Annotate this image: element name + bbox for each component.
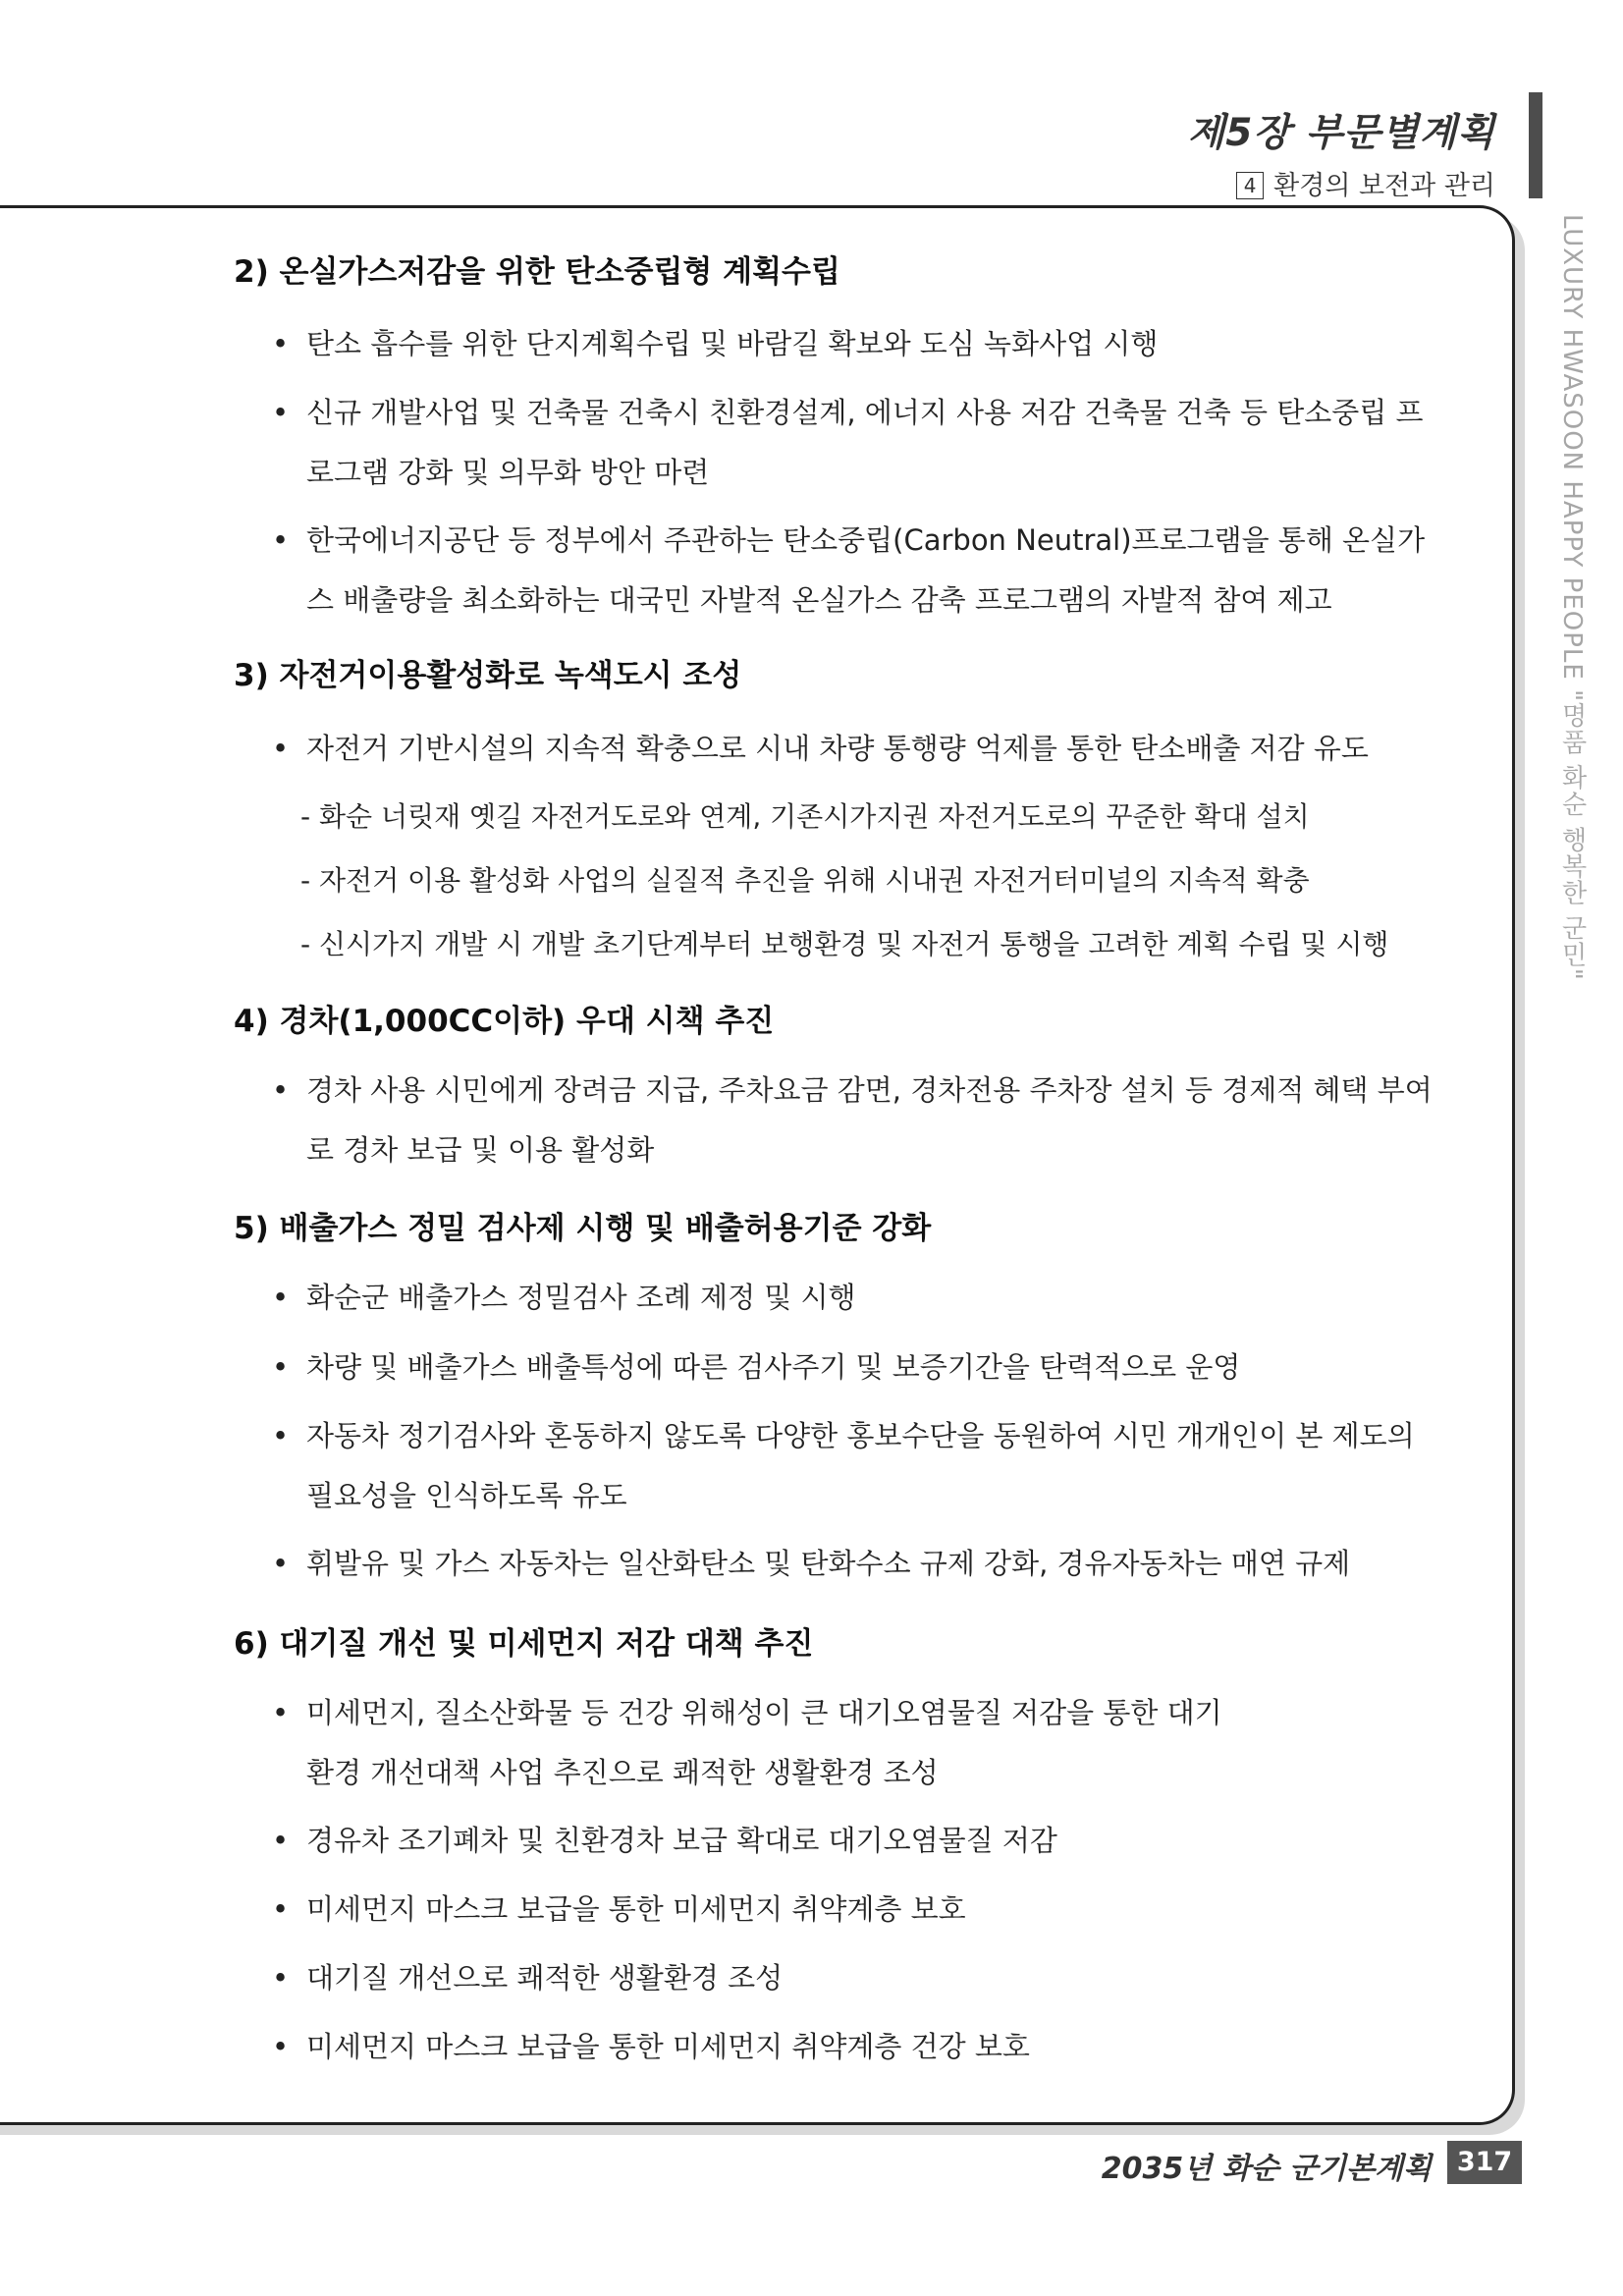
list-item: • 미세먼지, 질소산화물 등 건강 위해성이 큰 대기오염물질 저감을 통한 대기환경 개선대책 사업 추진으로 쾌적한 생활환경 조성	[275, 1683, 1443, 1803]
bullet-icon: •	[272, 396, 290, 429]
section-heading: 4) 경차(1,000CC이하) 우대 시책 추진	[234, 1004, 775, 1039]
list-item: • 미세먼지 마스크 보급을 통한 미세먼지 취약계층 건강 보호	[275, 2017, 1443, 2077]
bullet-icon: •	[272, 1696, 290, 1729]
list-item: • 경유차 조기폐차 및 친환경차 보급 확대로 대기오염물질 저감	[275, 1811, 1443, 1871]
bullet-icon: •	[272, 1350, 290, 1384]
list-item: • 차량 및 배출가스 배출특성에 따른 검사주기 및 보증기간을 탄력적으로 운영	[275, 1338, 1443, 1397]
section-title-text: 환경의 보전과 관리	[1273, 171, 1495, 201]
side-slogan: LUXURY HWASOON HAPPY PEOPLE "명품 화순 행복한 군민"	[1557, 214, 1587, 981]
bullet-icon: •	[272, 1961, 290, 1995]
section-number: 4	[1236, 172, 1264, 199]
list-item: • 대기질 개선으로 쾌적한 생활환경 조성	[275, 1948, 1443, 2008]
footer-title: 2035년 화순 군기본계획	[1101, 2152, 1432, 2186]
bullet-icon: •	[272, 2030, 290, 2063]
bullet-icon: •	[272, 1419, 290, 1452]
sub-list-item: - 신시가지 개발 시 개발 초기단계부터 보행환경 및 자전거 통행을 고려한 계획 수립 및 시행	[300, 928, 1389, 960]
sub-list-item: - 자전거 이용 활성화 사업의 실질적 추진을 위해 시내권 자전거터미널의 지속적 확충	[300, 864, 1310, 897]
section-heading: 2) 온실가스저감을 위한 탄소중립형 계획수립	[234, 254, 840, 290]
list-item: • 한국에너지공단 등 정부에서 주관하는 탄소중립(Carbon Neutral)프로그램을 통해 온실가스 배출량을 최소화하는 대국민 자발적 온실가스 감축 프로그램의 자발적 참여 제고	[275, 511, 1443, 630]
list-item: • 미세먼지 마스크 보급을 통한 미세먼지 취약계층 보호	[275, 1880, 1443, 1940]
bullet-icon: •	[272, 1824, 290, 1857]
bullet-icon: •	[272, 1892, 290, 1926]
sub-list-item: - 화순 너릿재 옛길 자전거도로와 연계, 기존시가지권 자전거도로의 꾸준한 확대 설치	[300, 800, 1310, 833]
section-heading: 6) 대기질 개선 및 미세먼지 저감 대책 추진	[234, 1626, 814, 1662]
list-item: • 휘발유 및 가스 자동차는 일산화탄소 및 탄화수소 규제 강화, 경유자동차는 매연 규제	[275, 1534, 1443, 1594]
bullet-icon: •	[272, 523, 290, 557]
bullet-icon: •	[272, 1281, 290, 1314]
list-item: • 신규 개발사업 및 건축물 건축시 친환경설계, 에너지 사용 저감 건축물 건축 등 탄소중립 프로그램 강화 및 의무화 방안 마련	[275, 383, 1443, 503]
bullet-icon: •	[272, 732, 290, 765]
chapter-title: 제5장 부문별계획	[1187, 111, 1495, 155]
list-item: • 탄소 흡수를 위한 단지계획수립 및 바람길 확보와 도심 녹화사업 시행	[275, 314, 1443, 374]
list-item: • 화순군 배출가스 정밀검사 조례 제정 및 시행	[275, 1268, 1443, 1328]
list-item: • 경차 사용 시민에게 장려금 지급, 주차요금 감면, 경차전용 주차장 설치 등 경제적 혜택 부여로 경차 보급 및 이용 활성화	[275, 1061, 1443, 1180]
header-accent-bar	[1529, 92, 1542, 198]
bullet-icon: •	[272, 1073, 290, 1107]
page-number: 317	[1447, 2141, 1522, 2184]
list-item: • 자전거 기반시설의 지속적 확충으로 시내 차량 통행량 억제를 통한 탄소배출 저감 유도	[275, 719, 1443, 779]
bullet-icon: •	[272, 327, 290, 360]
section-title	[1236, 164, 1495, 202]
bullet-icon: •	[272, 1547, 290, 1580]
section-heading: 5) 배출가스 정밀 검사제 시행 및 배출허용기준 강화	[234, 1211, 932, 1246]
list-item: • 자동차 정기검사와 혼동하지 않도록 다양한 홍보수단을 동원하여 시민 개개인이 본 제도의 필요성을 인식하도록 유도	[275, 1406, 1443, 1526]
section-heading: 3) 자전거이용활성화로 녹색도시 조성	[234, 658, 742, 693]
